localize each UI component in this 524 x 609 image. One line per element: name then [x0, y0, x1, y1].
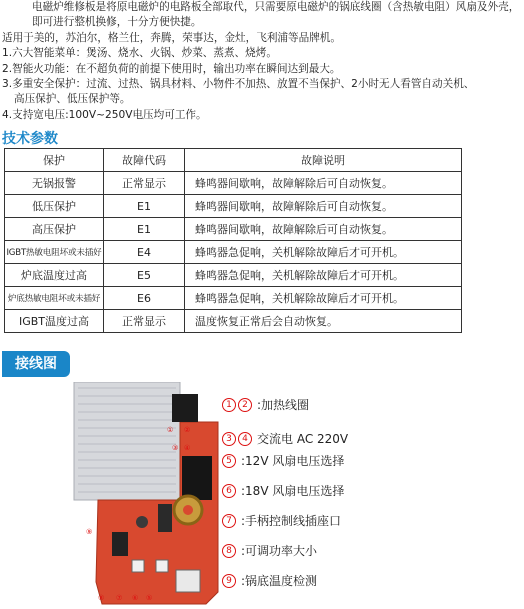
intro-section	[2, 0, 520, 123]
cell-description: 蜂鸣器间歇响，故障解除后可自动恢复。	[185, 195, 462, 218]
cell-description: 蜂鸣器急促响，关机解除故障后才可开机。	[185, 287, 462, 310]
legend-item	[222, 396, 309, 413]
cell-code: E1	[104, 218, 185, 241]
connector-icon	[156, 560, 168, 572]
cell-protection: 低压保护	[5, 195, 104, 218]
table-header-row	[5, 149, 462, 172]
terminal-block-icon	[172, 394, 198, 422]
header-fault-description: 故障说明	[185, 149, 462, 172]
feature-4: 4.支持宽电压:100V~250V电压均可工作。	[2, 108, 207, 121]
table-row	[5, 172, 462, 195]
capacitor-icon	[136, 516, 148, 528]
connector-icon	[132, 560, 144, 572]
number-badge: 2	[238, 398, 252, 412]
marker-1: ①	[167, 426, 174, 434]
legend-item	[222, 482, 344, 499]
intro-paragraph: 电磁炉维修板是将原电磁炉的电路板全部取代，只需要原电磁炉的锅底线圈（含热敏电阻）风扇及外壳，即可进行整机换修，十分方便快捷。	[32, 1, 520, 29]
marker-2: ②	[184, 426, 191, 434]
legend-item	[222, 452, 344, 469]
cell-code: E1	[104, 195, 185, 218]
marker-3: ③	[172, 444, 179, 452]
cell-code: E5	[104, 264, 185, 287]
table-row	[5, 195, 462, 218]
legend-item	[222, 572, 317, 589]
cell-code: E6	[104, 287, 185, 310]
cell-protection: IGBT热敏电阻坏或未插好	[5, 241, 104, 264]
feature-3-continued: 高压保护、低压保护等。	[14, 93, 131, 106]
table-row	[5, 218, 462, 241]
number-badge: 8	[222, 544, 236, 558]
brands-line: 适用于美的，苏泊尔，格兰仕，奔腾，荣事达，金灶，飞利浦等品牌机。	[2, 31, 341, 44]
heatsink-icon	[74, 382, 180, 500]
ic-chip-icon	[112, 532, 128, 556]
legend-text: 交流电 AC 220V	[257, 432, 349, 446]
number-badge: 7	[222, 514, 236, 528]
feature-3: 3.多重安全保护：过流、过热、锅具材料、小物件不加热、放置不当保护、2小时无人看管自动关机、	[2, 78, 475, 91]
marker-4: ④	[184, 444, 191, 452]
marker-5: ⑤	[146, 594, 153, 602]
header-protection: 保护	[5, 149, 104, 172]
feature-2: 2.智能火功能：在不超负荷的前提下使用时，输出功率在瞬间达到最大。	[2, 62, 341, 75]
table-row	[5, 310, 462, 333]
marker-9: ⑨	[86, 528, 93, 536]
number-badge: 4	[238, 432, 252, 446]
fault-code-table	[4, 148, 462, 333]
cell-description: 蜂鸣器急促响，关机解除故障后才可开机。	[185, 241, 462, 264]
header-fault-code: 故障代码	[104, 149, 185, 172]
cell-description: 蜂鸣器急促响，关机解除故障后才可开机。	[185, 264, 462, 287]
cell-protection: 炉底热敏电阻坏或未插好	[5, 287, 104, 310]
number-badge: 5	[222, 454, 236, 468]
feature-1: 1.六大智能菜单：煲汤、烧水、火锅、炒菜、蒸煮、烧烤。	[2, 47, 277, 60]
pcb-board-photo	[72, 382, 220, 607]
marker-8: ⑧	[98, 594, 105, 602]
legend-text: :18V 风扇电压选择	[241, 484, 345, 498]
legend-text: :锅底温度检测	[241, 574, 318, 588]
table-row	[5, 287, 462, 310]
wiring-diagram-heading: 接线图	[2, 351, 70, 377]
cell-description: 蜂鸣器间歇响，故障解除后可自动恢复。	[185, 172, 462, 195]
marker-6: ⑥	[132, 594, 139, 602]
legend-item	[222, 542, 317, 559]
number-badge: 1	[222, 398, 236, 412]
legend-text: :手柄控制线插座口	[241, 514, 342, 528]
tech-params-heading: 技术参数	[2, 131, 58, 147]
relay-icon	[182, 456, 212, 500]
legend-text: :加热线圈	[257, 398, 310, 412]
cell-code: 正常显示	[104, 172, 185, 195]
legend-item	[222, 430, 348, 447]
table-row	[5, 241, 462, 264]
legend-text: :可调功率大小	[241, 544, 318, 558]
marker-7: ⑦	[116, 594, 123, 602]
cell-description: 温度恢复正常后会自动恢复。	[185, 310, 462, 333]
legend-item	[222, 512, 341, 529]
transformer-icon	[176, 570, 200, 592]
number-badge: 6	[222, 484, 236, 498]
cell-protection: IGBT温度过高	[5, 310, 104, 333]
number-badge: 9	[222, 574, 236, 588]
cell-protection: 无锅报警	[5, 172, 104, 195]
cell-description: 蜂鸣器间歇响，故障解除后可自动恢复。	[185, 218, 462, 241]
cell-protection: 炉底温度过高	[5, 264, 104, 287]
legend-text: :12V 风扇电压选择	[241, 454, 345, 468]
capacitor-icon	[158, 504, 172, 532]
cell-code: 正常显示	[104, 310, 185, 333]
cell-code: E4	[104, 241, 185, 264]
cell-protection: 高压保护	[5, 218, 104, 241]
table-row	[5, 264, 462, 287]
number-badge: 3	[222, 432, 236, 446]
